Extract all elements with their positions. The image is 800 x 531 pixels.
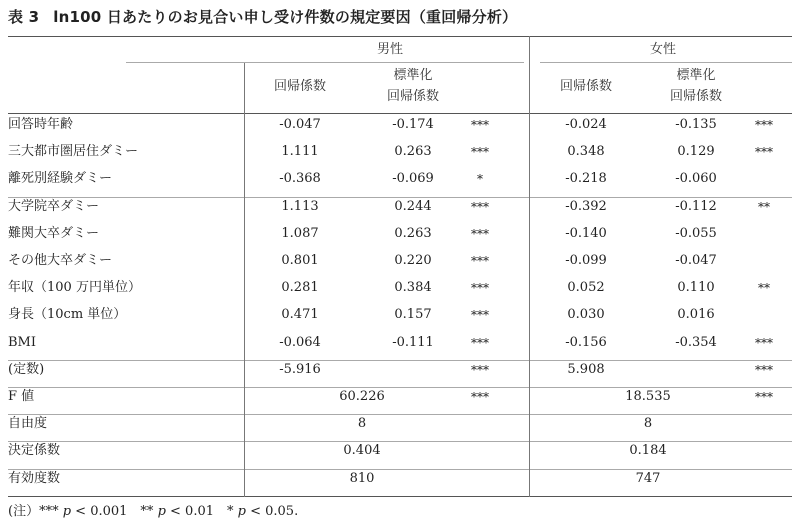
female-std-value: -0.060 <box>675 171 717 187</box>
male-significance: *** <box>471 362 489 377</box>
col-header-coef-male: 回帰係数 <box>273 79 326 94</box>
row-label: 身長（10cm 単位） <box>8 307 127 323</box>
male-coef-value: -0.064 <box>279 334 321 350</box>
female-coef-value: -0.156 <box>565 334 607 350</box>
group-rule-female <box>540 62 792 63</box>
female-significance: *** <box>755 118 773 132</box>
male-std-value: -0.174 <box>392 117 434 132</box>
row-label: (定数) <box>8 361 45 377</box>
male-coef-value: -0.047 <box>279 117 321 132</box>
female-significance: *** <box>755 335 773 350</box>
male-stat-significance: *** <box>471 390 489 404</box>
male-coef-value: 1.113 <box>281 198 319 214</box>
male-std-value: 0.220 <box>394 253 432 268</box>
male-std-value: 0.384 <box>394 280 432 296</box>
female-std-value: 0.016 <box>677 307 715 323</box>
female-significance: *** <box>755 145 773 160</box>
female-significance: ** <box>758 199 770 214</box>
male-significance: *** <box>471 118 489 132</box>
male-std-value: 0.263 <box>394 144 432 160</box>
male-coef-value: -5.916 <box>279 361 321 377</box>
male-std-value: -0.069 <box>392 171 434 187</box>
header-rule <box>8 113 792 114</box>
female-stat-value: 747 <box>635 470 661 486</box>
stat-label: F 値 <box>8 389 35 404</box>
col-header-std-female-1: 標準化 <box>676 68 716 83</box>
male-significance: *** <box>471 226 489 241</box>
male-significance: * <box>477 172 483 187</box>
row-label: 大学院卒ダミー <box>8 198 100 214</box>
female-significance: ** <box>758 281 770 296</box>
female-std-value: 0.110 <box>677 280 715 296</box>
female-std-value: -0.354 <box>675 334 717 350</box>
section-rule <box>8 360 792 361</box>
female-coef-value: -0.024 <box>565 117 607 132</box>
female-significance: *** <box>755 362 773 377</box>
row-label: 離死別経験ダミー <box>8 171 113 187</box>
female-std-value: -0.135 <box>675 117 717 132</box>
table-caption: ln100 日あたりのお見合い申し受け件数の規定要因（重回帰分析） <box>53 8 518 26</box>
male-std-value: 0.263 <box>394 225 432 241</box>
male-coef-value: 0.471 <box>281 307 319 323</box>
female-std-value: 0.129 <box>677 144 715 160</box>
male-coef-value: 1.087 <box>281 225 319 241</box>
male-significance: *** <box>471 281 489 296</box>
column-separator <box>244 63 245 497</box>
col-header-std-male-1: 標準化 <box>393 68 433 83</box>
male-std-value: -0.111 <box>392 334 434 350</box>
table-number: 表 3 <box>8 8 40 26</box>
group-header-female: 女性 <box>649 42 676 57</box>
row-label: 三大都市圏居住ダミー <box>8 144 139 160</box>
female-coef-value: -0.218 <box>565 171 607 187</box>
female-stat-value: 18.535 <box>625 389 671 404</box>
stat-label: 決定係数 <box>8 443 61 459</box>
male-stat-value: 8 <box>357 416 367 432</box>
female-coef-value: 0.030 <box>567 307 605 323</box>
male-coef-value: 0.281 <box>281 280 319 296</box>
male-coef-value: -0.368 <box>279 171 321 187</box>
row-label: 難関大卒ダミー <box>8 225 100 241</box>
female-coef-value: 0.348 <box>567 144 605 160</box>
row-label: 年収（100 万円単位） <box>8 280 141 296</box>
table-title <box>8 6 517 27</box>
table-note: (注）*** p < 0.001 ** p < 0.01 * p < 0.05. <box>8 504 299 519</box>
female-std-value: -0.047 <box>675 253 717 268</box>
male-stat-value: 0.404 <box>343 443 381 459</box>
row-label: 回答時年齢 <box>8 117 74 132</box>
male-significance: *** <box>471 308 489 323</box>
female-coef-value: 5.908 <box>567 361 605 377</box>
female-std-value: -0.055 <box>675 225 717 241</box>
male-stat-value: 60.226 <box>339 389 385 404</box>
male-std-value: 0.157 <box>394 307 432 323</box>
female-std-value: -0.112 <box>675 198 717 214</box>
male-std-value: 0.244 <box>394 198 432 214</box>
stat-label: 有効度数 <box>8 470 61 486</box>
female-coef-value: 0.052 <box>567 280 605 296</box>
male-coef-value: 1.111 <box>281 144 319 160</box>
female-stat-value: 0.184 <box>629 443 667 459</box>
female-coef-value: -0.140 <box>565 225 607 241</box>
female-stat-value: 8 <box>643 416 653 432</box>
col-header-coef-female: 回帰係数 <box>559 79 612 94</box>
col-header-std-male-2: 回帰係数 <box>386 89 439 104</box>
male-significance: *** <box>471 335 489 350</box>
male-significance: *** <box>471 254 489 268</box>
stat-row-rule <box>8 496 792 497</box>
male-stat-value: 810 <box>349 470 375 486</box>
male-coef-value: 0.801 <box>281 253 319 268</box>
stat-label: 自由度 <box>8 416 48 432</box>
group-rule-male <box>126 62 524 63</box>
top-rule <box>8 36 792 37</box>
row-label: その他大卒ダミー <box>8 253 113 268</box>
column-separator <box>529 36 530 497</box>
col-header-std-female-2: 回帰係数 <box>669 89 722 104</box>
female-coef-value: -0.099 <box>565 253 607 268</box>
male-significance: *** <box>471 145 489 160</box>
row-label: BMI <box>8 334 36 350</box>
group-header-male: 男性 <box>376 42 403 57</box>
female-coef-value: -0.392 <box>565 198 607 214</box>
male-significance: *** <box>471 199 489 214</box>
female-stat-significance: *** <box>755 390 773 404</box>
